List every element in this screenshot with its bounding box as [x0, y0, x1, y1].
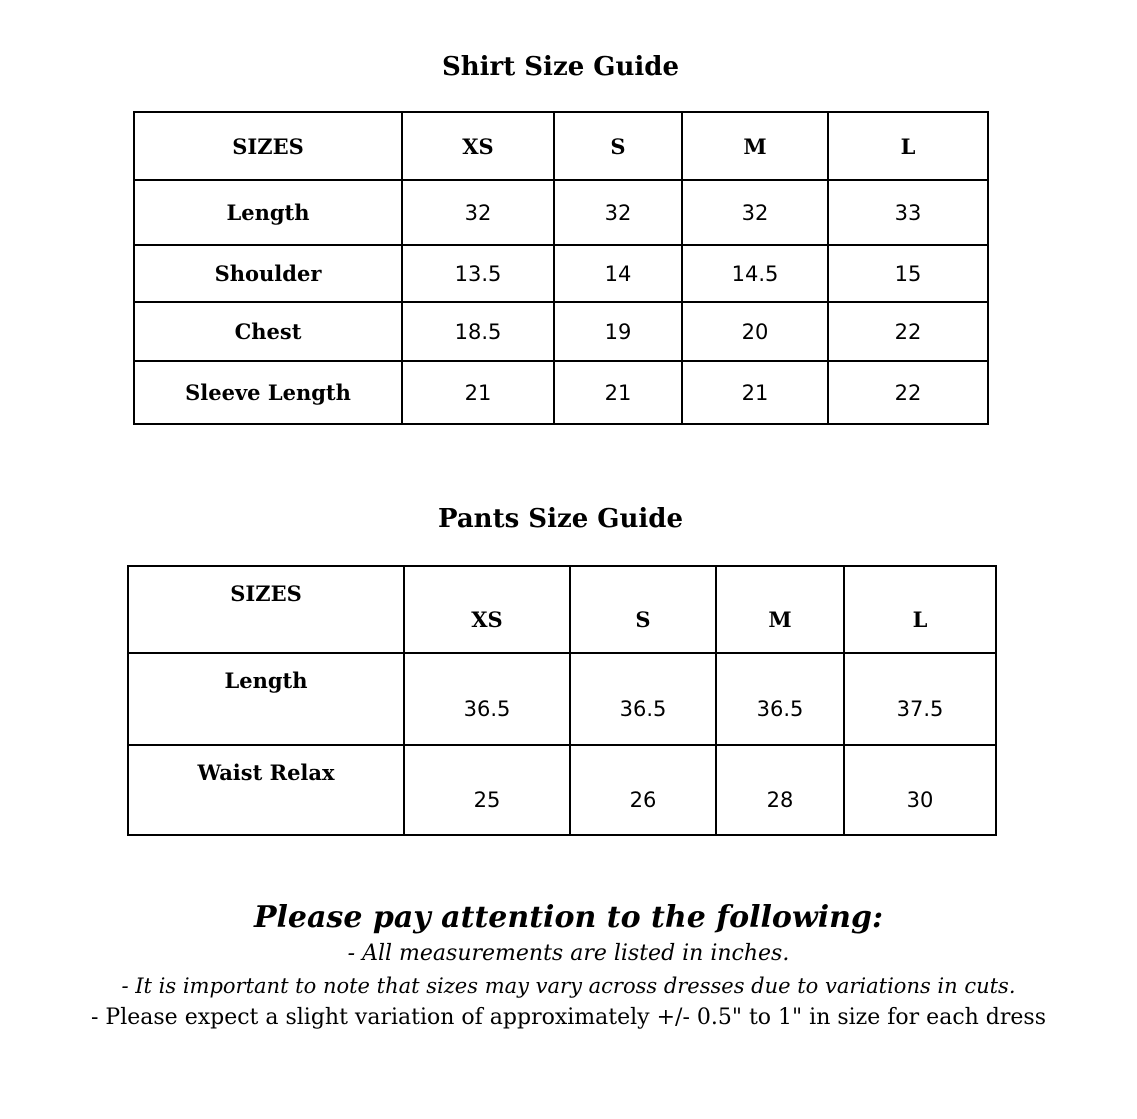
table-row	[134, 245, 988, 302]
row-label: Length	[128, 653, 404, 745]
table-cell: 22	[828, 302, 988, 361]
header-cell-xs: XS	[402, 112, 554, 180]
notes-section	[60, 898, 1077, 1034]
header-cell-m: M	[682, 112, 828, 180]
note-slight-variation: - Please expect a slight variation of approximately +/- 0.5" to 1" in size for each dress	[90, 1005, 1046, 1030]
header-cell-m: M	[716, 566, 844, 653]
table-cell: 26	[570, 745, 716, 835]
notes-heading: Please pay attention to the following:	[253, 900, 884, 935]
header-cell-l: L	[844, 566, 996, 653]
table-cell: 30	[844, 745, 996, 835]
note-size-variation: - It is important to note that sizes may vary across dresses due to variations in cuts.	[121, 974, 1016, 998]
row-label: Waist Relax	[128, 745, 404, 835]
pants-size-guide-title: Pants Size Guide	[437, 504, 684, 534]
table-cell: 14.5	[682, 245, 828, 302]
table-cell: 20	[682, 302, 828, 361]
table-cell: 25	[404, 745, 570, 835]
table-row	[134, 302, 988, 361]
table-cell: 21	[682, 361, 828, 424]
table-cell: 32	[402, 180, 554, 245]
row-label: Shoulder	[134, 245, 402, 302]
header-cell-l: L	[828, 112, 988, 180]
row-label: Length	[134, 180, 402, 245]
header-cell-sizes: SIZES	[128, 566, 404, 653]
table-row	[134, 180, 988, 245]
header-cell-xs: XS	[404, 566, 570, 653]
header-cell-sizes: SIZES	[134, 112, 402, 180]
table-cell: 14	[554, 245, 682, 302]
row-label: Chest	[134, 302, 402, 361]
table-cell: 32	[682, 180, 828, 245]
table-row	[128, 653, 996, 745]
table-header-row	[128, 566, 996, 653]
table-cell: 19	[554, 302, 682, 361]
table-cell: 28	[716, 745, 844, 835]
header-cell-s: S	[570, 566, 716, 653]
table-row	[134, 361, 988, 424]
table-cell: 36.5	[716, 653, 844, 745]
table-row	[128, 745, 996, 835]
table-cell: 21	[554, 361, 682, 424]
table-cell: 36.5	[404, 653, 570, 745]
table-cell: 33	[828, 180, 988, 245]
table-cell: 22	[828, 361, 988, 424]
table-cell: 32	[554, 180, 682, 245]
table-cell: 36.5	[570, 653, 716, 745]
shirt-size-table	[133, 111, 989, 425]
table-cell: 21	[402, 361, 554, 424]
table-header-row	[134, 112, 988, 180]
table-cell: 37.5	[844, 653, 996, 745]
shirt-size-guide-title: Shirt Size Guide	[441, 52, 680, 82]
table-cell: 13.5	[402, 245, 554, 302]
note-measurements: - All measurements are listed in inches.	[347, 941, 790, 966]
row-label: Sleeve Length	[134, 361, 402, 424]
table-cell: 15	[828, 245, 988, 302]
table-cell: 18.5	[402, 302, 554, 361]
pants-size-table	[127, 565, 997, 836]
header-cell-s: S	[554, 112, 682, 180]
